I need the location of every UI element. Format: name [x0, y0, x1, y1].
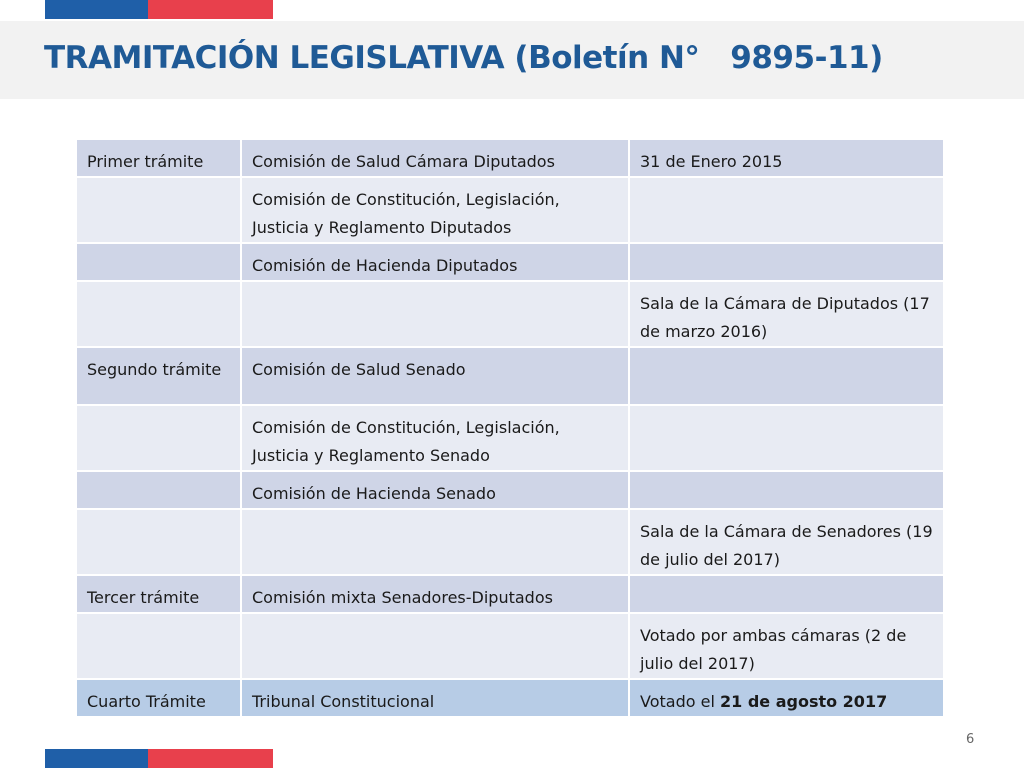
estado-cell: [629, 575, 944, 613]
table-row: [76, 405, 944, 471]
estado-cell: Sala de la Cámara de Senadores (19 de julio del 2017): [629, 509, 944, 575]
estado-prefix: Votado el: [640, 692, 720, 711]
estado-cell: [629, 679, 944, 717]
table-row: [76, 243, 944, 281]
organo-cell: Comisión de Salud Cámara Diputados: [241, 139, 629, 177]
page-number: 6: [966, 732, 975, 747]
etapa-cell: Tercer trámite: [76, 575, 241, 613]
table-row: [76, 347, 944, 405]
table-row: [76, 613, 944, 679]
organo-cell: Comisión de Salud Senado: [241, 347, 629, 405]
estado-cell: Votado por ambas cámaras (2 de julio del 2017): [629, 613, 944, 679]
flag-bar-bottom: [45, 749, 273, 768]
slide-title: TRAMITACIÓN LEGISLATIVA (Boletín N° 9895-11): [44, 40, 883, 76]
organo-cell: Comisión de Hacienda Senado: [241, 471, 629, 509]
table-row: [76, 509, 944, 575]
organo-cell: [241, 281, 629, 347]
estado-cell: [629, 471, 944, 509]
tramitacion-table: [75, 138, 945, 718]
organo-cell: Comisión de Constitución, Legislación, Justicia y Reglamento Diputados: [241, 177, 629, 243]
table-row: [76, 139, 944, 177]
table-row: [76, 575, 944, 613]
table-row: [76, 471, 944, 509]
flag-bar-top: [45, 0, 273, 19]
estado-cell: 31 de Enero 2015: [629, 139, 944, 177]
estado-date-bold: 21 de agosto 2017: [719, 692, 888, 711]
estado-cell: [629, 243, 944, 281]
etapa-cell: [76, 243, 241, 281]
estado-cell: Sala de la Cámara de Diputados (17 de marzo 2016): [629, 281, 944, 347]
organo-cell: Comisión de Hacienda Diputados: [241, 243, 629, 281]
etapa-cell: [76, 613, 241, 679]
estado-cell: [629, 347, 944, 405]
estado-cell: [629, 177, 944, 243]
organo-cell: Tribunal Constitucional: [241, 679, 629, 717]
estado-cell: [629, 405, 944, 471]
organo-cell: Comisión mixta Senadores-Diputados: [241, 575, 629, 613]
etapa-cell: [76, 509, 241, 575]
table-row: [76, 177, 944, 243]
etapa-cell: Cuarto Trámite: [76, 679, 241, 717]
etapa-cell: [76, 177, 241, 243]
organo-cell: [241, 509, 629, 575]
etapa-cell: [76, 405, 241, 471]
etapa-cell: [76, 471, 241, 509]
etapa-cell: Primer trámite: [76, 139, 241, 177]
table-row: [76, 679, 944, 717]
organo-cell: [241, 613, 629, 679]
etapa-cell: Segundo trámite: [76, 347, 241, 405]
etapa-cell: [76, 281, 241, 347]
organo-cell: Comisión de Constitución, Legislación, Justicia y Reglamento Senado: [241, 405, 629, 471]
table-row: [76, 281, 944, 347]
